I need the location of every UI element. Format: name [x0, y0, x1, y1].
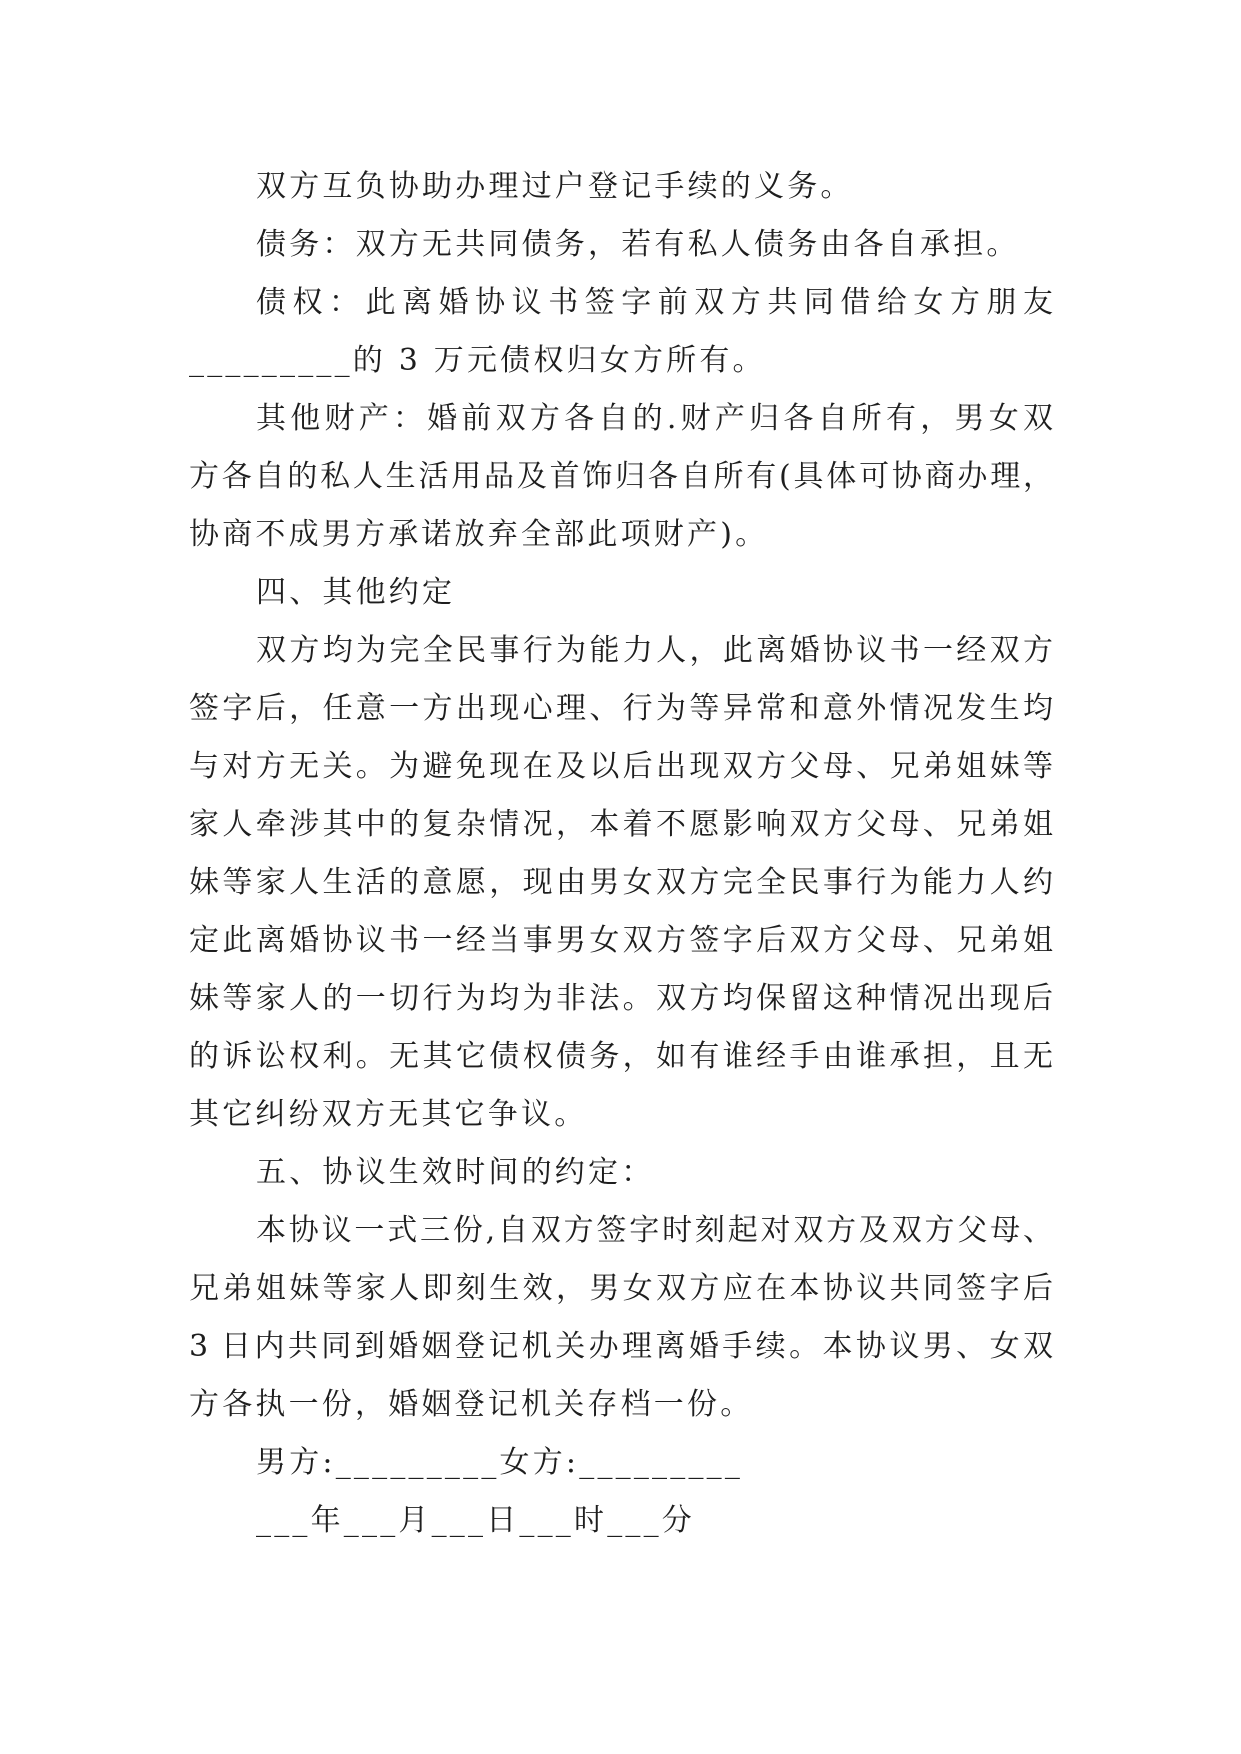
paragraph-claims	[189, 274, 1053, 390]
document-body	[189, 158, 1053, 1550]
paragraph-line: 的诉讼权利。无其它债权债务，如有谁经手由谁承担，且无	[189, 1039, 1053, 1074]
paragraph-line: 双方互负协助办理过户登记手续的义务。	[256, 169, 854, 204]
male-signature-blank: _________	[335, 1445, 500, 1480]
paragraph-line: 方各自的私人生活用品及首饰归各自所有(具体可协商办理，	[189, 459, 1053, 494]
section-heading: 四、其他约定	[256, 575, 456, 610]
paragraph-other-property	[189, 390, 1053, 564]
paragraph-line: 本协议一式三份,自双方签字时刻起对双方及双方父母、	[256, 1213, 1053, 1248]
paragraph-line: 签字后，任意一方出现心理、行为等异常和意外情况发生均	[189, 691, 1053, 726]
signature-line	[189, 1434, 1053, 1492]
paragraph-line: 兄弟姐妹等家人即刻生效，男女双方应在本协议共同签字后	[189, 1271, 1053, 1306]
female-signature-label: 女方:	[499, 1445, 580, 1480]
section-heading-effective-time	[189, 1144, 1053, 1202]
paragraph-line: 3 日内共同到婚姻登记机关办理离婚手续。本协议男、女双	[189, 1329, 1053, 1364]
paragraph-debts	[189, 216, 1053, 274]
paragraph-line: 与对方无关。为避免现在及以后出现双方父母、兄弟姐妹等	[189, 749, 1053, 784]
paragraph-line: 双方均为完全民事行为能力人，此离婚协议书一经双方	[256, 633, 1053, 668]
paragraph-effective-time	[189, 1202, 1053, 1434]
paragraph-line: 家人牵涉其中的复杂情况，本着不愿影响双方父母、兄弟姐	[189, 807, 1053, 842]
paragraph-line: 妹等家人生活的意愿，现由男女双方完全民事行为能力人约	[189, 865, 1053, 900]
paragraph-transfer-obligation	[189, 158, 1053, 216]
paragraph-line: 债务：双方无共同债务，若有私人债务由各自承担。	[256, 227, 1020, 262]
paragraph-other-agreements	[189, 622, 1053, 1144]
male-signature-label: 男方:	[256, 1445, 336, 1480]
paragraph-line: 其它纠纷双方无其它争议。	[189, 1097, 588, 1132]
female-signature-blank: _________	[579, 1445, 744, 1480]
paragraph-line: 定此离婚协议书一经当事男女双方签字后双方父母、兄弟姐	[189, 923, 1053, 958]
section-heading-other-agreements	[189, 564, 1053, 622]
paragraph-line: 协商不成男方承诺放弃全部此项财产)。	[189, 517, 769, 552]
paragraph-line: 妹等家人的一切行为均为非法。双方均保留这种情况出现后	[189, 981, 1053, 1016]
section-heading: 五、协议生效时间的约定：	[256, 1155, 655, 1190]
paragraph-line: 债权：此离婚协议书签字前双方共同借给女方朋友	[256, 285, 1053, 320]
paragraph-line: 方各执一份，婚姻登记机关存档一份。	[189, 1387, 754, 1422]
paragraph-line: 其他财产：婚前双方各自的.财产归各自所有，男女双	[256, 401, 1053, 436]
paragraph-line: _________的 3 万元债权归女方所有。	[189, 343, 766, 378]
date-time-line: ___年___月___日___时___分	[256, 1503, 695, 1538]
